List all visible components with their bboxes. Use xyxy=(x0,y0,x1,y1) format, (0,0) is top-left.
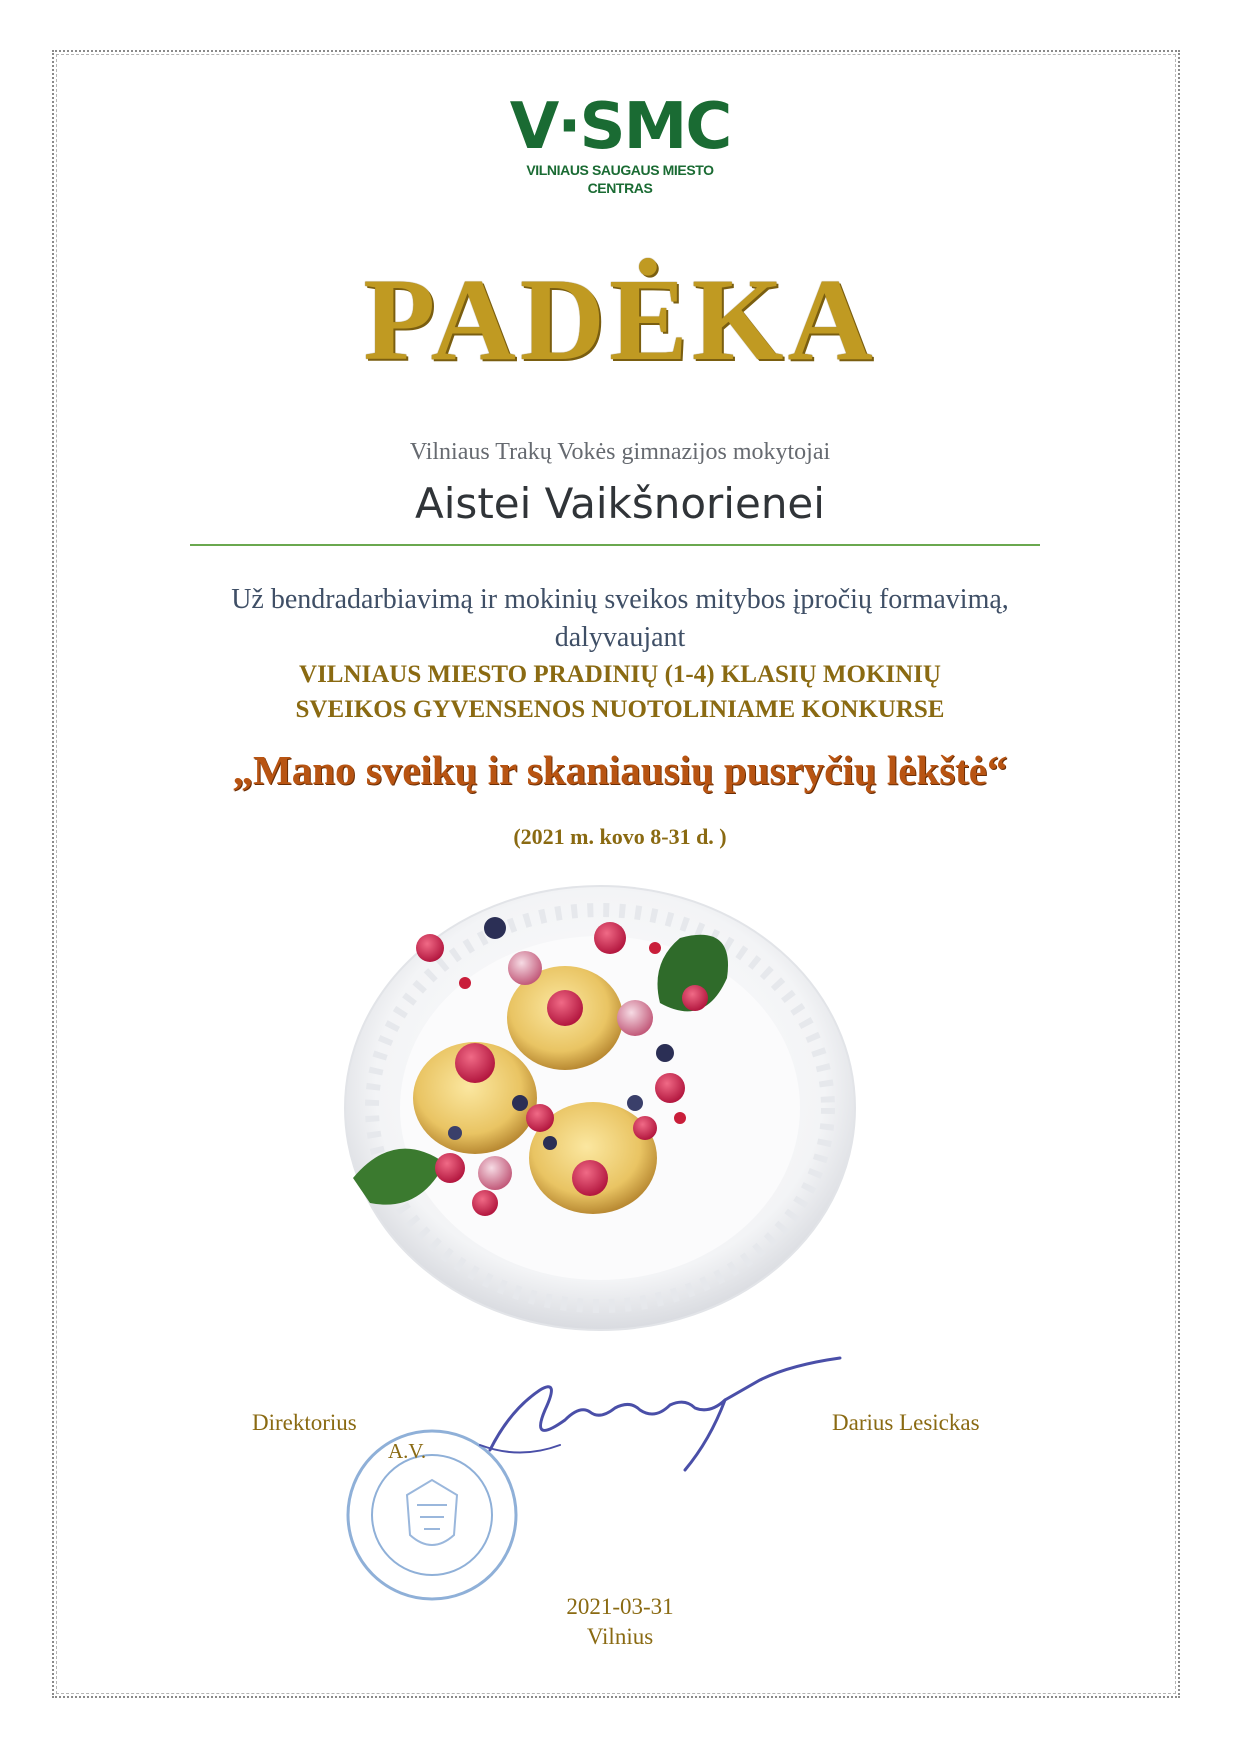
stamp-mark: A.V. xyxy=(388,1439,427,1463)
contest-dates: (2021 m. kovo 8-31 d. ) xyxy=(513,824,727,849)
breakfast-plate-image xyxy=(335,868,865,1338)
recipient-name: Aistei Vaikšnorienei xyxy=(415,479,825,528)
logo-sub-text: VILNIAUS SAUGAUS MIESTO CENTRAS xyxy=(526,162,714,196)
name-divider xyxy=(190,544,1040,546)
recipient-intro: Vilniaus Trakų Vokės gimnazijos mokytojai xyxy=(409,439,831,465)
issue-place: Vilnius xyxy=(586,1624,654,1649)
contest-line-2: SVEIKOS GYVENSENOS NUOTOLINIAME KONKURSE xyxy=(295,696,945,723)
director-signature xyxy=(470,1350,860,1480)
director-title: Direktorius xyxy=(252,1410,357,1435)
page-title: PADĖKA xyxy=(363,254,877,385)
reason-line-2: dalyvaujant xyxy=(554,622,686,653)
director-name: Darius Lesickas xyxy=(832,1410,980,1435)
contest-name: „Mano sveikų ir skaniausių pusryčių lėkštė“ xyxy=(232,747,1008,793)
issue-date: 2021-03-31 xyxy=(566,1594,674,1619)
contest-line-1: VILNIAUS MIESTO PRADINIŲ (1-4) KLASIŲ MOKINIŲ xyxy=(299,661,941,688)
logo-main-text: V·SMC xyxy=(509,90,731,164)
vsmc-logo xyxy=(505,90,735,196)
reason-line-1: Už bendradarbiavimą ir mokinių sveikos mitybos įpročių formavimą, xyxy=(231,584,1009,615)
